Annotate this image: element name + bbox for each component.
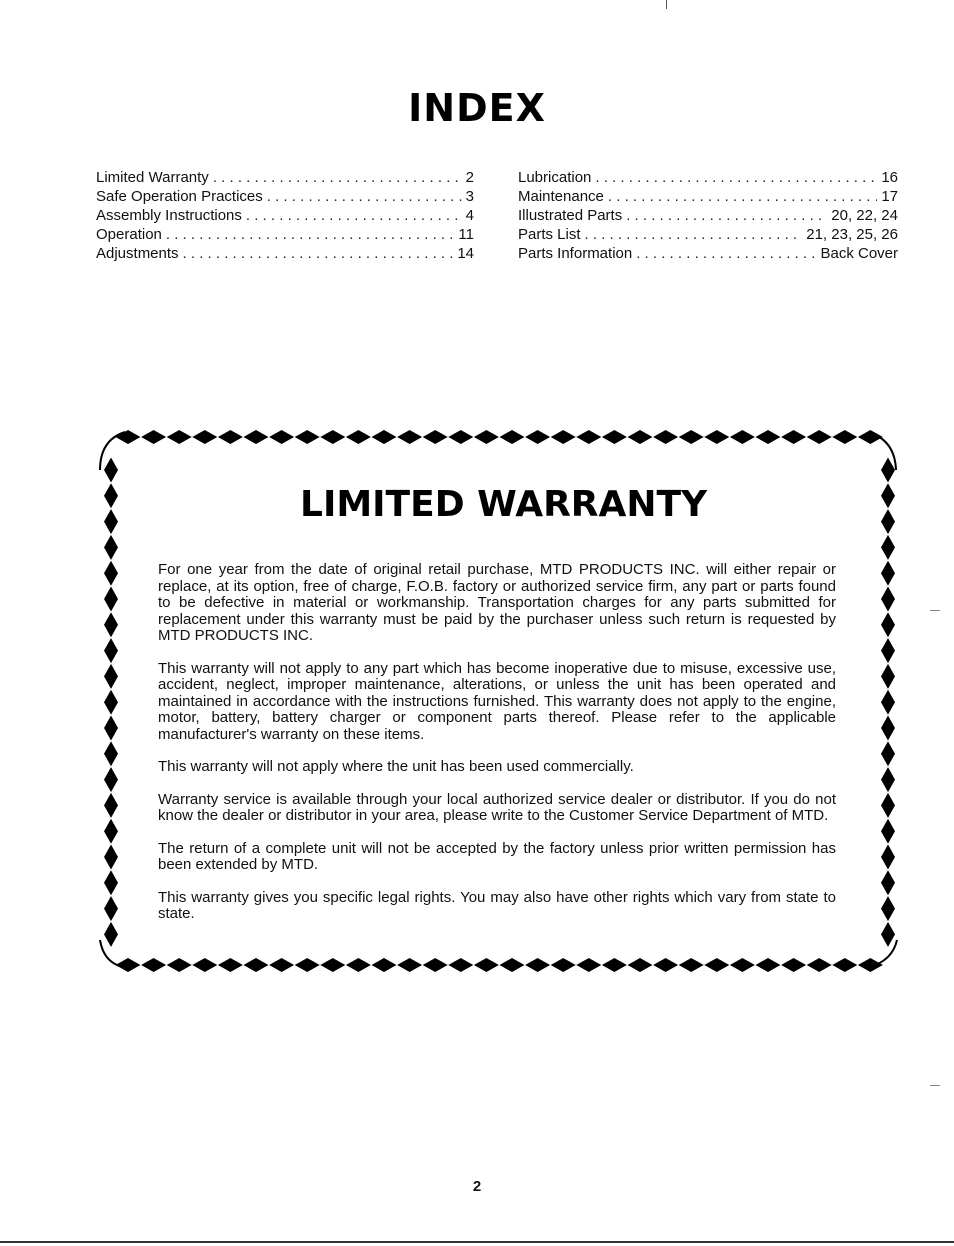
diamond-icon bbox=[730, 430, 755, 444]
diamond-icon bbox=[881, 819, 895, 844]
diamond-icon bbox=[141, 430, 166, 444]
diamond-icon bbox=[192, 958, 217, 972]
diamond-icon bbox=[679, 958, 704, 972]
index-entry-page: 2 bbox=[465, 169, 474, 186]
warranty-paragraph: The return of a complete unit will not be accepted by the factory unless prior written permission has been extended by MTD. bbox=[158, 839, 836, 873]
diamond-icon bbox=[807, 430, 832, 444]
diamond-icon bbox=[397, 958, 422, 972]
diamond-icon bbox=[881, 922, 895, 947]
diamond-icon bbox=[372, 958, 397, 972]
index-entry-page: Back Cover bbox=[820, 245, 898, 262]
diamond-icon bbox=[602, 430, 627, 444]
diamond-icon bbox=[104, 509, 118, 534]
diamond-icon bbox=[781, 430, 806, 444]
diamond-icon bbox=[881, 638, 895, 663]
diamond-icon bbox=[628, 958, 653, 972]
diamond-icon bbox=[474, 958, 499, 972]
diamond-icon bbox=[218, 958, 243, 972]
index-entry-label: Safe Operation Practices bbox=[96, 188, 263, 205]
warranty-paragraph: Warranty service is available through your local authorized service dealer or distributor. If you do not know the dealer or distributor in your area, please write to the Customer Service Department of MTD. bbox=[158, 790, 836, 824]
index-entry-label: Illustrated Parts bbox=[518, 207, 623, 224]
index-entry-page: 17 bbox=[881, 188, 898, 205]
diamond-icon bbox=[423, 958, 448, 972]
diamond-icon bbox=[141, 958, 166, 972]
diamond-icon bbox=[346, 958, 371, 972]
index-entry-label: Maintenance bbox=[518, 188, 604, 205]
index-entry-label: Operation bbox=[96, 226, 162, 243]
diamond-icon bbox=[397, 430, 422, 444]
diamond-icon bbox=[881, 587, 895, 612]
diamond-icon bbox=[576, 430, 601, 444]
index-entry-label: Lubrication bbox=[518, 169, 592, 186]
diamond-icon bbox=[244, 958, 269, 972]
warranty-paragraph: For one year from the date of original retail purchase, MTD PRODUCTS INC. will either repair or replace, at its option, free of charge, F.O.B. factory or authorized service firm, any part or parts found to be defective in material or workmanship. Transportation charges for any parts submitted for replacement under this warranty must be paid by the purchaser unless such return is requested by MTD PRODUCTS INC. bbox=[158, 561, 836, 644]
diamond-icon bbox=[320, 958, 345, 972]
diamond-icon bbox=[704, 958, 729, 972]
index-entry-page: 20, 22, 24 bbox=[831, 207, 898, 224]
scan-mark bbox=[930, 1085, 940, 1086]
diamond-icon bbox=[881, 561, 895, 586]
index-title: INDEX bbox=[408, 86, 546, 130]
diamond-icon bbox=[104, 458, 118, 483]
diamond-icon bbox=[653, 430, 678, 444]
diamond-icon bbox=[881, 845, 895, 870]
index-entry-label: Limited Warranty bbox=[96, 169, 209, 186]
diamond-icon bbox=[881, 612, 895, 637]
diamond-icon bbox=[881, 509, 895, 534]
diamond-icon bbox=[116, 430, 141, 444]
diamond-icon bbox=[320, 430, 345, 444]
diamond-icon bbox=[104, 690, 118, 715]
diamond-icon bbox=[448, 430, 473, 444]
diamond-icon bbox=[167, 430, 192, 444]
diamond-icon bbox=[881, 483, 895, 508]
diamond-icon bbox=[295, 430, 320, 444]
diamond-icon bbox=[881, 458, 895, 483]
diamond-icon bbox=[244, 430, 269, 444]
scan-mark bbox=[930, 610, 940, 611]
diamond-icon bbox=[756, 430, 781, 444]
diamond-icon bbox=[218, 430, 243, 444]
index-entry-page: 4 bbox=[465, 207, 474, 224]
diamond-icon bbox=[372, 430, 397, 444]
diamond-icon bbox=[104, 793, 118, 818]
diamond-icon bbox=[602, 958, 627, 972]
diamond-icon bbox=[104, 587, 118, 612]
diamond-icon bbox=[104, 922, 118, 947]
diamond-icon bbox=[704, 430, 729, 444]
index-entry-label: Adjustments bbox=[96, 245, 179, 262]
diamond-icon bbox=[192, 430, 217, 444]
diamond-icon bbox=[104, 535, 118, 560]
index-entry-page: 14 bbox=[457, 245, 474, 262]
index-entry-page: 16 bbox=[881, 169, 898, 186]
diamond-icon bbox=[104, 716, 118, 741]
diamond-icon bbox=[448, 958, 473, 972]
diamond-icon bbox=[832, 958, 857, 972]
diamond-icon bbox=[881, 793, 895, 818]
diamond-icon bbox=[104, 612, 118, 637]
diamond-icon bbox=[730, 958, 755, 972]
diamond-icon bbox=[104, 819, 118, 844]
diamond-icon bbox=[269, 430, 294, 444]
diamond-icon bbox=[269, 958, 294, 972]
diamond-icon bbox=[881, 870, 895, 895]
diamond-icon bbox=[104, 845, 118, 870]
bottom-rule bbox=[0, 1241, 954, 1243]
diamond-icon bbox=[551, 430, 576, 444]
diamond-icon bbox=[881, 896, 895, 921]
index-entry-page: 3 bbox=[465, 188, 474, 205]
diamond-icon bbox=[781, 958, 806, 972]
diamond-icon bbox=[881, 664, 895, 689]
index-entry-page: 21, 23, 25, 26 bbox=[806, 226, 898, 243]
diamond-icon bbox=[500, 430, 525, 444]
diamond-icon bbox=[525, 430, 550, 444]
warranty-title: LIMITED WARRANTY bbox=[300, 484, 708, 525]
diamond-icon bbox=[576, 958, 601, 972]
diamond-icon bbox=[881, 535, 895, 560]
diamond-icon bbox=[653, 958, 678, 972]
diamond-icon bbox=[104, 896, 118, 921]
diamond-icon bbox=[104, 767, 118, 792]
diamond-icon bbox=[551, 958, 576, 972]
diamond-icon bbox=[858, 958, 883, 972]
diamond-icon bbox=[104, 664, 118, 689]
diamond-icon bbox=[104, 741, 118, 766]
warranty-paragraph: This warranty will not apply where the unit has been used commercially. bbox=[158, 758, 634, 775]
diamond-icon bbox=[756, 958, 781, 972]
diamond-icon bbox=[423, 430, 448, 444]
warranty-body bbox=[158, 562, 836, 939]
diamond-icon bbox=[807, 958, 832, 972]
diamond-icon bbox=[295, 958, 320, 972]
diamond-icon bbox=[346, 430, 371, 444]
diamond-icon bbox=[628, 430, 653, 444]
diamond-icon bbox=[104, 638, 118, 663]
warranty-paragraph: This warranty will not apply to any part which has become inoperative due to misuse, excessive use, accident, neglect, improper maintenance, alterations, or unless the unit has been operated and maintained in accordance with the instructions furnished. This warranty does not apply to the engine, motor, battery, battery charger or component parts thereof. Please refer to the applicable manufacturer's warranty on these items. bbox=[158, 659, 836, 743]
warranty-paragraph: This warranty gives you specific legal rights. You may also have other rights which vary from state to state. bbox=[158, 888, 836, 922]
index-entry-label: Parts List bbox=[518, 226, 581, 243]
diamond-icon bbox=[104, 870, 118, 895]
diamond-icon bbox=[167, 958, 192, 972]
diamond-icon bbox=[104, 483, 118, 508]
page-number: 2 bbox=[472, 1178, 482, 1195]
diamond-icon bbox=[881, 741, 895, 766]
diamond-icon bbox=[881, 690, 895, 715]
diamond-icon bbox=[832, 430, 857, 444]
diamond-icon bbox=[679, 430, 704, 444]
diamond-icon bbox=[474, 430, 499, 444]
diamond-icon bbox=[104, 561, 118, 586]
diamond-icon bbox=[881, 767, 895, 792]
index-entry-page: 11 bbox=[458, 226, 474, 243]
diamond-icon bbox=[500, 958, 525, 972]
diamond-icon bbox=[525, 958, 550, 972]
diamond-icon bbox=[881, 716, 895, 741]
index-entry-label: Parts Information bbox=[518, 245, 633, 262]
index-entry-label: Assembly Instructions bbox=[96, 207, 242, 224]
